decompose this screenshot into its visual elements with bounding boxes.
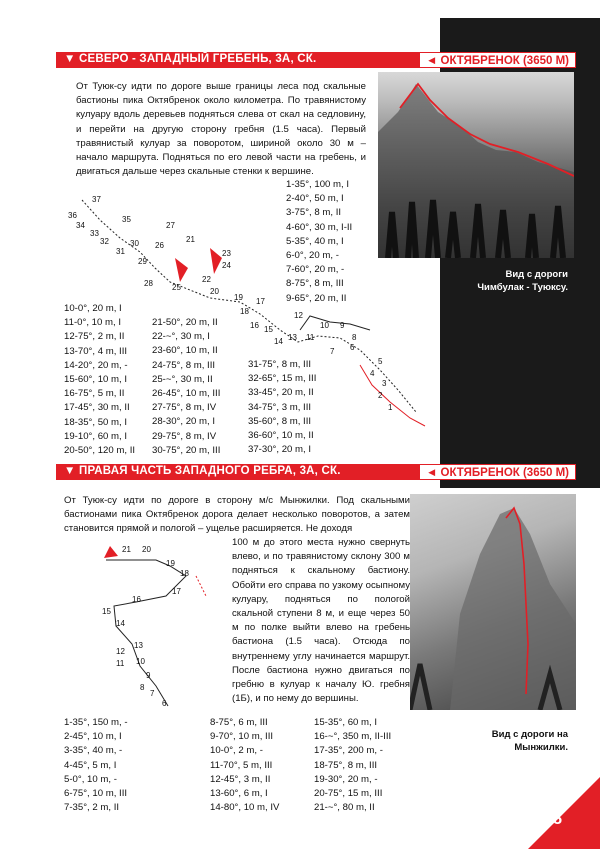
svg-text:30: 30 — [130, 239, 139, 248]
route-table-1-col2 — [152, 316, 220, 458]
svg-text:25: 25 — [172, 283, 181, 292]
route-step: 16-~°, 350 m, II-III — [314, 731, 392, 743]
section-2-header — [56, 464, 576, 480]
svg-text:35: 35 — [122, 215, 131, 224]
route-step: 23-60°, 10 m, II — [152, 345, 218, 357]
svg-text:8: 8 — [140, 683, 145, 692]
section-1-peak: ◄ ОКТЯБРЕНОК (3650 М) — [419, 52, 576, 68]
route-step: 16-75°, 5 m, II — [64, 388, 125, 400]
route-step: 28-30°, 20 m, I — [152, 416, 216, 428]
photo-2-caption — [440, 728, 568, 754]
route-step: 6-0°, 20 m, - — [286, 250, 339, 262]
route-step: 17-35°, 200 m, - — [314, 745, 383, 757]
route-step: 37-30°, 20 m, I — [248, 444, 312, 456]
route-step: 15-35°, 60 m, I — [314, 717, 378, 728]
photo-1-caption-line1: Вид с дороги — [505, 269, 568, 280]
svg-text:18: 18 — [180, 569, 189, 578]
route-step: 3-35°, 40 m, - — [64, 745, 123, 757]
route-step: 5-0°, 10 m, - — [64, 773, 117, 785]
svg-text:32: 32 — [100, 237, 109, 246]
svg-text:3: 3 — [382, 379, 387, 388]
route-step: 17-45°, 30 m, II — [64, 402, 130, 414]
route-step: 1-35°, 150 m, - — [64, 717, 128, 728]
route-step: 20-50°, 120 m, II — [64, 445, 136, 457]
svg-text:15: 15 — [102, 607, 111, 616]
route-step: 11-70°, 5 m, III — [210, 759, 273, 771]
svg-text:21: 21 — [186, 235, 195, 244]
svg-text:15: 15 — [264, 325, 273, 334]
photo-2-caption-line1: Вид с дороги на — [491, 729, 568, 740]
route-step: 30-75°, 20 m, III — [152, 444, 221, 456]
route-step: 15-60°, 10 m, I — [64, 374, 128, 386]
svg-text:18: 18 — [240, 307, 249, 316]
route-table-1-col3 — [248, 358, 316, 457]
svg-text:28: 28 — [144, 279, 153, 288]
svg-text:7: 7 — [150, 689, 155, 698]
svg-text:6: 6 — [162, 699, 167, 708]
page-number: 15 — [544, 811, 562, 828]
section-2-intro-side: 100 м до этого места нужно свернуть влево, и по травянистому склону 300 м подняться к скальному бастиону. Обойти его справа по узкому осыпному кулуару, подняться по пологой скальной ступени 8 м, и еще через 50 м по полке выйти влево на гребень бастиона (1.5 часа). Отсюда по внутреннему углу начинается маршрут. После бастиона нужно двигаться по гребню в кулуар к началу Ю. гребня (1Б), и по нему до вершины. — [232, 537, 410, 705]
svg-text:20: 20 — [210, 287, 219, 296]
route-step: 9-70°, 10 m, III — [210, 731, 274, 743]
route-step: 9-65°, 20 m, II — [286, 292, 347, 304]
svg-text:11: 11 — [116, 659, 125, 668]
svg-text:17: 17 — [172, 587, 181, 596]
route-step: 26-45°, 10 m, III — [152, 388, 221, 400]
route-step: 22-~°, 30 m, I — [152, 331, 210, 343]
svg-text:29: 29 — [138, 257, 147, 266]
route-step: 10-0°, 20 m, I — [64, 303, 122, 314]
route-step: 14-20°, 20 m, - — [64, 359, 128, 371]
route-step: 3-75°, 8 m, II — [286, 207, 342, 219]
svg-text:6: 6 — [350, 343, 355, 352]
svg-text:7: 7 — [330, 347, 335, 356]
section-2-title: ▼ ПРАВАЯ ЧАСТЬ ЗАПАДНОГО РЕБРА, 3А, СК. — [64, 465, 341, 477]
route-step: 13-60°, 6 m, I — [210, 788, 268, 800]
route-step: 35-60°, 8 m, III — [248, 415, 312, 427]
svg-text:19: 19 — [166, 559, 175, 568]
section-1-header — [56, 52, 576, 68]
svg-text:27: 27 — [166, 221, 175, 230]
photo-1-caption — [440, 268, 568, 294]
section-1-intro: От Туюк-су идти по дороге выше границы леса под скальные бастионы пика Октябренок около километра. По травянистому кулуару вдоль деревьев подняться слева от скал на седловину, и перейти на другую сторону гребня (1.5 часа). Первый травянистый кулуар за поворотом, шириной около 30 м – начало маршрута. Подняться по его левой части на гребень, и двигаться дальше через скальные стенки к вершине. — [76, 81, 366, 178]
svg-text:9: 9 — [146, 671, 151, 680]
route-step: 11-0°, 10 m, I — [64, 317, 121, 329]
route-table-2-col1 — [64, 716, 128, 815]
svg-text:33: 33 — [90, 229, 99, 238]
route-table-2-col3 — [314, 716, 391, 815]
svg-text:31: 31 — [116, 247, 125, 256]
photo-peak-2 — [410, 494, 576, 710]
svg-text:20: 20 — [142, 545, 151, 554]
route-step: 19-30°, 20 m, - — [314, 773, 378, 785]
svg-text:2: 2 — [378, 391, 383, 400]
route-step: 7-35°, 2 m, II — [64, 802, 120, 814]
photo-2-caption-line2: Мынжилки. — [514, 742, 568, 753]
route-step: 12-75°, 2 m, II — [64, 331, 125, 343]
page-number-corner — [528, 777, 600, 849]
svg-text:14: 14 — [274, 337, 283, 346]
route-step: 31-75°, 8 m, III — [248, 359, 312, 370]
svg-text:16: 16 — [132, 595, 141, 604]
route-step: 34-75°, 3 m, III — [248, 401, 312, 413]
route-step: 8-75°, 8 m, III — [286, 278, 344, 290]
route-step: 6-75°, 10 m, III — [64, 788, 128, 800]
svg-text:22: 22 — [202, 275, 211, 284]
topo-diagram-2 — [96, 536, 226, 716]
svg-text:4: 4 — [370, 369, 375, 378]
svg-text:34: 34 — [76, 221, 85, 230]
route-step: 1-35°, 100 m, I — [286, 179, 350, 190]
route-step: 36-60°, 10 m, II — [248, 430, 314, 442]
svg-text:10: 10 — [136, 657, 145, 666]
route-line-photo-2 — [410, 494, 576, 710]
route-step: 5-35°, 40 m, I — [286, 235, 344, 247]
route-step: 21-50°, 20 m, II — [152, 317, 218, 328]
route-step: 2-45°, 10 m, I — [64, 731, 122, 743]
route-step: 4-45°, 5 m, I — [64, 759, 117, 771]
section-2-peak: ◄ ОКТЯБРЕНОК (3650 М) — [419, 464, 576, 480]
svg-text:1: 1 — [388, 403, 393, 412]
route-step: 2-40°, 50 m, I — [286, 193, 344, 205]
route-step: 14-80°, 10 m, IV — [210, 802, 280, 814]
route-step: 21-~°, 80 m, II — [314, 802, 375, 814]
route-step: 7-60°, 20 m, - — [286, 264, 345, 276]
svg-text:26: 26 — [155, 241, 164, 250]
svg-text:19: 19 — [234, 293, 243, 302]
route-step: 24-75°, 8 m, III — [152, 359, 216, 371]
svg-text:36: 36 — [68, 211, 77, 220]
route-step: 4-60°, 30 m, I-II — [286, 221, 353, 233]
route-step: 20-75°, 15 m, III — [314, 788, 383, 800]
svg-text:13: 13 — [288, 333, 297, 342]
route-table-1-col1 — [64, 302, 135, 458]
route-step: 18-35°, 50 m, I — [64, 416, 128, 428]
section-1-title: ▼ СЕВЕРО - ЗАПАДНЫЙ ГРЕБЕНЬ, 3А, СК. — [64, 53, 317, 65]
route-step: 25-~°, 30 m, II — [152, 373, 213, 385]
route-table-1-right — [286, 178, 352, 306]
svg-text:37: 37 — [92, 195, 101, 204]
route-table-2-col2 — [210, 716, 279, 815]
svg-text:5: 5 — [378, 357, 383, 366]
svg-text:14: 14 — [116, 619, 125, 628]
section-2-intro-top: От Туюк-су идти по дороге в сторону м/с Мынжилки. Под скальными бастионами пика Октябренок дорога делает несколько поворотов, а затем становится прямой и пологой – ущелье расширяется. Не доходя — [64, 495, 410, 535]
svg-text:23: 23 — [222, 249, 231, 258]
svg-text:13: 13 — [134, 641, 143, 650]
route-step: 27-75°, 8 m, IV — [152, 402, 217, 414]
route-step: 18-75°, 8 m, III — [314, 759, 378, 771]
route-step: 12-45°, 3 m, II — [210, 773, 271, 785]
route-step: 33-45°, 20 m, II — [248, 387, 314, 399]
svg-text:12: 12 — [116, 647, 125, 656]
svg-text:8: 8 — [352, 333, 357, 342]
svg-text:17: 17 — [256, 297, 265, 306]
route-step: 13-70°, 4 m, III — [64, 345, 128, 357]
svg-text:24: 24 — [222, 261, 231, 270]
route-step: 19-10°, 60 m, I — [64, 430, 128, 442]
svg-text:12: 12 — [294, 311, 303, 320]
route-step: 8-75°, 6 m, III — [210, 717, 268, 728]
svg-text:21: 21 — [122, 545, 131, 554]
route-step: 29-75°, 8 m, IV — [152, 430, 217, 442]
svg-text:10: 10 — [320, 321, 329, 330]
svg-text:9: 9 — [340, 321, 345, 330]
route-step: 32-65°, 15 m, III — [248, 373, 317, 385]
route-step: 10-0°, 2 m, - — [210, 745, 263, 757]
photo-1-caption-line2: Чимбулак - Туюксу. — [477, 282, 568, 293]
svg-text:11: 11 — [306, 333, 315, 342]
svg-text:16: 16 — [250, 321, 259, 330]
